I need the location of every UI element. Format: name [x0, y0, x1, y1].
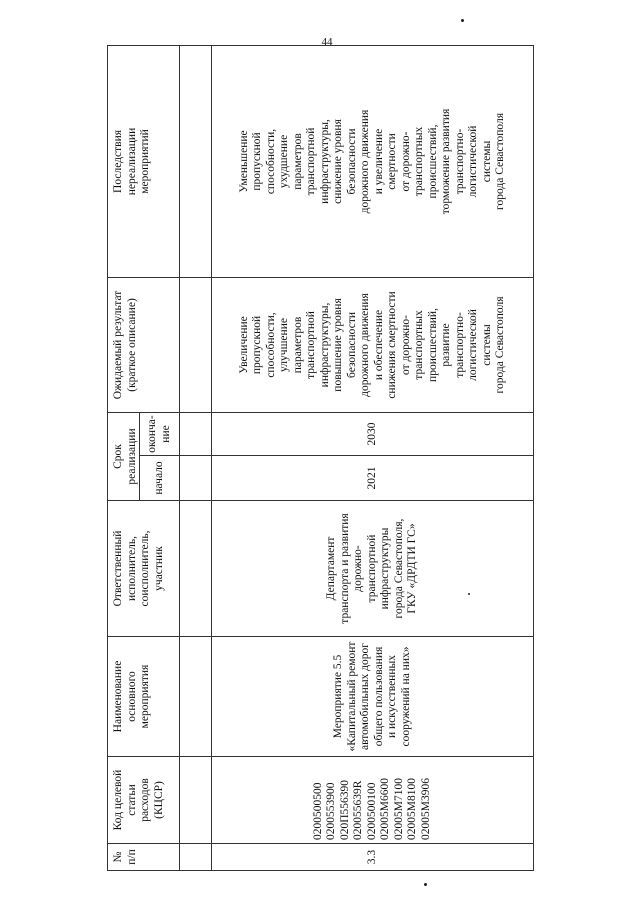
- header-start: начало: [140, 456, 180, 501]
- text-line: города Севастополя: [494, 296, 506, 394]
- row-name: [212, 637, 534, 757]
- text-line: торможение развития: [440, 108, 452, 215]
- spacer-cell: [180, 456, 212, 501]
- text-line: снижение уровня: [332, 119, 344, 204]
- text-line: Уменьшение: [237, 130, 250, 193]
- text-line: участник: [152, 546, 165, 591]
- text-line: Наименование: [112, 660, 124, 733]
- text-line: мероприятий: [139, 129, 151, 194]
- text-line: от дорожно-: [399, 314, 412, 375]
- text-line: 020055639R: [352, 780, 365, 840]
- text-line: (краткое описание): [125, 298, 138, 392]
- text-line: общего пользования: [372, 646, 385, 747]
- text-line: п/п: [125, 849, 138, 865]
- spacer-cell: [180, 757, 212, 844]
- header-name: [108, 637, 180, 757]
- text-line: логистической: [467, 309, 479, 381]
- text-line: №: [112, 851, 124, 863]
- text-line: параметров: [291, 316, 304, 374]
- header-consequences: [108, 45, 180, 277]
- text-line: реализации: [125, 428, 138, 485]
- text-line: улучшение: [278, 318, 290, 372]
- text-line: 0200553900: [325, 782, 338, 840]
- text-line: Код целевой: [112, 769, 124, 831]
- text-line: смертности: [386, 133, 398, 190]
- measures-table: [107, 45, 534, 871]
- text-line: снижения смертности: [386, 291, 398, 399]
- table-row: [212, 45, 534, 870]
- row-codes: [212, 757, 534, 844]
- header-code: [108, 757, 180, 844]
- spacer-cell: [180, 412, 212, 455]
- text-line: ухудшение: [278, 134, 290, 189]
- text-line: Срок: [112, 444, 124, 469]
- text-line: Департамент: [325, 536, 338, 601]
- text-line: от дорожно-: [399, 131, 412, 192]
- text-line: Последствия: [112, 129, 124, 193]
- text-line: логистической: [467, 125, 479, 198]
- text-line: безопасности: [345, 128, 358, 195]
- text-line: безопасности: [345, 311, 358, 378]
- text-line: города Севастополя,: [392, 518, 405, 619]
- text-line: нереализации: [125, 127, 138, 196]
- text-line: статьи: [125, 784, 138, 816]
- text-line: способности,: [264, 312, 277, 378]
- text-line: транспортных: [413, 310, 425, 380]
- text-line: дорожного движения: [359, 293, 371, 397]
- text-line: ние: [159, 425, 172, 443]
- text-line: оконча-: [146, 415, 158, 453]
- text-line: 0200500100: [365, 782, 378, 840]
- text-line: 0200500500: [311, 782, 324, 840]
- rotated-table-container: [107, 46, 534, 871]
- row-num: 3.3: [212, 844, 534, 871]
- text-line: инфраструктуры: [379, 527, 392, 610]
- text-line: параметров: [291, 133, 304, 190]
- text-line: транспортной: [305, 311, 317, 379]
- text-line: транспортно-: [453, 128, 466, 195]
- text-line: инфраструктуры,: [318, 119, 331, 204]
- text-line: развитие: [440, 323, 452, 367]
- text-line: Ожидаемый результат: [112, 290, 124, 400]
- text-line: основного: [125, 671, 138, 722]
- text-line: исполнитель,: [125, 535, 138, 602]
- text-line: системы: [480, 140, 493, 183]
- text-line: 02005М6600: [379, 778, 392, 840]
- header-result: [108, 277, 180, 412]
- text-line: мероприятия: [139, 664, 151, 729]
- text-line: Мероприятие 5.5: [332, 654, 344, 739]
- text-line: повышение уровня: [332, 298, 344, 392]
- text-line: дорожного движения: [359, 109, 371, 214]
- text-line: соисполнитель,: [139, 530, 151, 607]
- text-line: 02005М7100: [392, 778, 405, 840]
- text-line: Увеличение: [237, 316, 250, 374]
- row-executor: [212, 501, 534, 637]
- scan-speck: [424, 883, 427, 886]
- text-line: способности,: [264, 128, 277, 195]
- text-line: транспортной: [305, 127, 317, 196]
- row-end: 2030: [212, 412, 534, 455]
- text-line: 02005М8100: [406, 778, 419, 840]
- text-line: 020П556390: [338, 779, 351, 840]
- text-line: транспортно-: [453, 312, 466, 378]
- page-number: 44: [321, 36, 333, 48]
- text-line: Ответственный: [112, 530, 124, 607]
- header-num: [108, 844, 180, 871]
- spacer-cell: [180, 637, 212, 757]
- text-line: автомобильных дорог: [359, 643, 371, 750]
- text-line: расходов: [139, 778, 151, 822]
- text-line: и увеличение: [372, 128, 385, 195]
- text-line: «Капитальный ремонт: [345, 641, 358, 752]
- header-executor: [108, 501, 180, 637]
- text-line: инфраструктуры,: [318, 302, 331, 388]
- text-line: и обеспечение: [372, 309, 385, 381]
- text-line: города Севастополя: [494, 112, 506, 210]
- scan-speck: [461, 19, 464, 22]
- spacer-cell: [180, 501, 212, 637]
- spacer-cell: [180, 844, 212, 871]
- header-term: [108, 412, 140, 500]
- text-line: системы: [480, 324, 493, 366]
- text-line: и искусственных: [386, 655, 398, 738]
- header-end: [140, 412, 180, 455]
- text-line: транспортной: [365, 534, 378, 603]
- text-line: транспортных: [413, 126, 425, 197]
- text-line: (КЦСР): [152, 781, 165, 819]
- spacer-cell: [180, 45, 212, 277]
- text-line: транспорта и развития: [338, 513, 351, 624]
- row-result: [212, 277, 534, 412]
- text-line: происшествий,: [426, 124, 439, 199]
- text-line: пропускной: [251, 315, 263, 375]
- text-line: происшествий,: [426, 308, 439, 382]
- spacer-cell: [180, 277, 212, 412]
- text-line: дорожно-: [352, 545, 365, 592]
- text-line: 02005М3906: [419, 778, 432, 840]
- row-start: 2021: [212, 456, 534, 501]
- text-line: пропускной: [251, 132, 263, 191]
- text-line: ГКУ «ДРДТИ ГС»: [406, 523, 419, 614]
- text-line: сооружений на них»: [399, 646, 412, 747]
- row-consequences: [212, 45, 534, 277]
